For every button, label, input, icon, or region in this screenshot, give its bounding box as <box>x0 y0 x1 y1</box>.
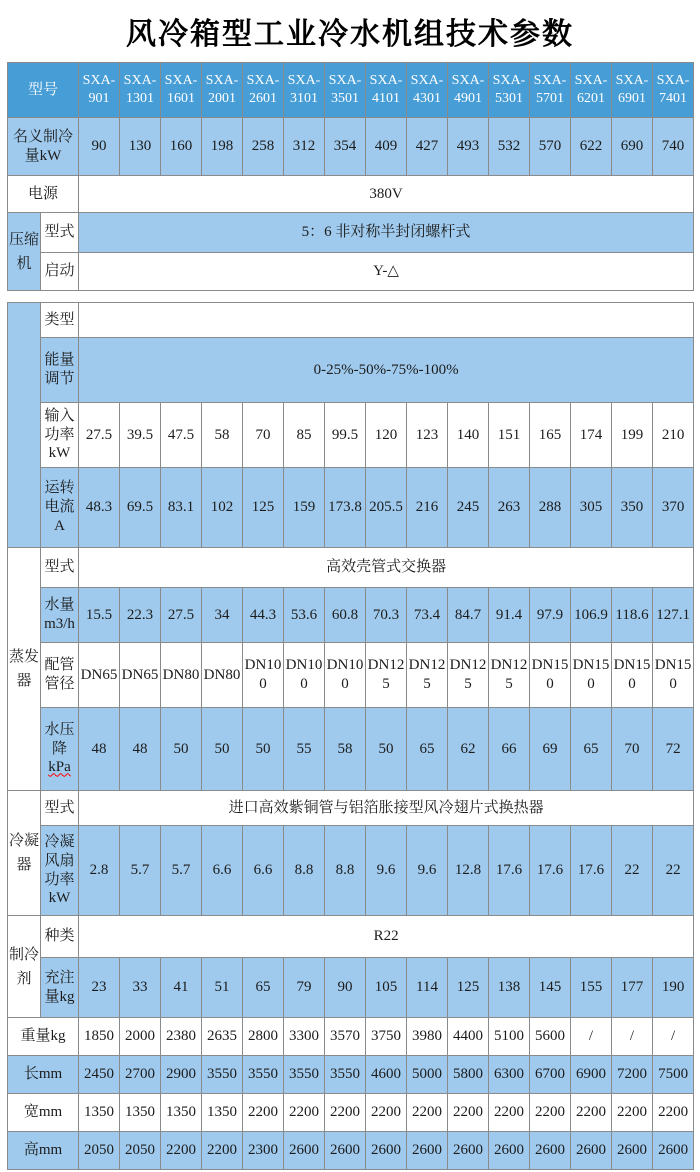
cell-water-flow-11: 97.9 <box>530 588 571 643</box>
cell-water-pressure-drop-12: 65 <box>571 708 612 791</box>
cell-water-pressure-drop-9: 62 <box>448 708 489 791</box>
cell-weight-12: / <box>571 1018 612 1056</box>
cell-running-current-0: 48.3 <box>79 468 120 548</box>
cell-water-pressure-drop-0: 48 <box>79 708 120 791</box>
cell-water-flow-7: 70.3 <box>366 588 407 643</box>
cell-fan-power-0: 2.8 <box>79 826 120 916</box>
cell-width-9: 2200 <box>448 1094 489 1132</box>
model-cell-8: SXA-4301 <box>407 63 448 118</box>
cell-length-13: 7200 <box>612 1056 653 1094</box>
cell-water-flow-12: 106.9 <box>571 588 612 643</box>
model-cell-6: SXA-3501 <box>325 63 366 118</box>
cell-weight-7: 3750 <box>366 1018 407 1056</box>
model-cell-9: SXA-4901 <box>448 63 489 118</box>
cell-width-6: 2200 <box>325 1094 366 1132</box>
cell-water-pressure-drop-4: 50 <box>243 708 284 791</box>
cell-running-current-3: 102 <box>202 468 243 548</box>
cell-water-flow-5: 53.6 <box>284 588 325 643</box>
cell-fan-power-13: 22 <box>612 826 653 916</box>
cell-height-14: 2600 <box>653 1132 694 1170</box>
model-cell-1: SXA-1301 <box>120 63 161 118</box>
cell-pipe-diameter-14: DN150 <box>653 643 694 708</box>
cell-refrigerant-charge-4: 65 <box>243 958 284 1018</box>
cell-water-pressure-drop-8: 65 <box>407 708 448 791</box>
cell-running-current-8: 216 <box>407 468 448 548</box>
value-energy-regulation: 0-25%-50%-75%-100% <box>79 338 694 403</box>
cell-fan-power-5: 8.8 <box>284 826 325 916</box>
cell-height-8: 2600 <box>407 1132 448 1170</box>
row-label-height: 高mm <box>8 1132 79 1170</box>
cell-length-7: 4600 <box>366 1056 407 1094</box>
cell-refrigerant-charge-2: 41 <box>161 958 202 1018</box>
cell-width-3: 1350 <box>202 1094 243 1132</box>
cell-cooling-capacity-1: 130 <box>120 118 161 176</box>
cell-cooling-capacity-13: 690 <box>612 118 653 176</box>
cell-refrigerant-charge-13: 177 <box>612 958 653 1018</box>
cell-weight-14: / <box>653 1018 694 1056</box>
cell-weight-3: 2635 <box>202 1018 243 1056</box>
cell-height-2: 2200 <box>161 1132 202 1170</box>
cell-pipe-diameter-10: DN125 <box>489 643 530 708</box>
row-label-fan-power: 冷凝风扇功率kW <box>41 826 79 916</box>
cell-fan-power-12: 17.6 <box>571 826 612 916</box>
cell-water-pressure-drop-7: 50 <box>366 708 407 791</box>
cell-width-10: 2200 <box>489 1094 530 1132</box>
cell-length-0: 2450 <box>79 1056 120 1094</box>
cell-pipe-diameter-3: DN80 <box>202 643 243 708</box>
cell-input-power-1: 39.5 <box>120 403 161 468</box>
cell-width-12: 2200 <box>571 1094 612 1132</box>
row-refrigerant-kind <box>8 916 694 958</box>
spec-table-main <box>7 302 694 1170</box>
cell-fan-power-7: 9.6 <box>366 826 407 916</box>
row-fan-power <box>8 826 694 916</box>
cell-pipe-diameter-11: DN150 <box>530 643 571 708</box>
cell-height-13: 2600 <box>612 1132 653 1170</box>
cell-water-flow-4: 44.3 <box>243 588 284 643</box>
cell-pipe-diameter-9: DN125 <box>448 643 489 708</box>
row-label-unit-water-pressure-drop: kPa <box>48 759 71 776</box>
cell-width-11: 2200 <box>530 1094 571 1132</box>
cell-running-current-12: 305 <box>571 468 612 548</box>
cell-input-power-12: 174 <box>571 403 612 468</box>
cell-length-8: 5000 <box>407 1056 448 1094</box>
cell-input-power-0: 27.5 <box>79 403 120 468</box>
cell-input-power-14: 210 <box>653 403 694 468</box>
cell-height-1: 2050 <box>120 1132 161 1170</box>
cell-length-10: 6300 <box>489 1056 530 1094</box>
group-label-condenser-type: 冷凝器 <box>8 791 41 916</box>
cell-height-12: 2600 <box>571 1132 612 1170</box>
cell-input-power-9: 140 <box>448 403 489 468</box>
cell-height-7: 2600 <box>366 1132 407 1170</box>
value-evaporator-type: 高效壳管式交换器 <box>79 548 694 588</box>
cell-pipe-diameter-7: DN125 <box>366 643 407 708</box>
model-cell-3: SXA-2001 <box>202 63 243 118</box>
cell-input-power-5: 85 <box>284 403 325 468</box>
cell-cooling-capacity-5: 312 <box>284 118 325 176</box>
cell-input-power-4: 70 <box>243 403 284 468</box>
cell-height-5: 2600 <box>284 1132 325 1170</box>
cell-input-power-10: 151 <box>489 403 530 468</box>
cell-width-7: 2200 <box>366 1094 407 1132</box>
cell-running-current-9: 245 <box>448 468 489 548</box>
cell-length-5: 3550 <box>284 1056 325 1094</box>
cell-running-current-5: 159 <box>284 468 325 548</box>
cell-water-flow-8: 73.4 <box>407 588 448 643</box>
row-weight <box>8 1018 694 1056</box>
cell-refrigerant-charge-12: 155 <box>571 958 612 1018</box>
cell-running-current-13: 350 <box>612 468 653 548</box>
cell-input-power-11: 165 <box>530 403 571 468</box>
cell-weight-9: 4400 <box>448 1018 489 1056</box>
model-cell-12: SXA-6201 <box>571 63 612 118</box>
cell-water-pressure-drop-13: 70 <box>612 708 653 791</box>
cell-cooling-capacity-2: 160 <box>161 118 202 176</box>
value-compressor-start: Y-△ <box>79 253 694 291</box>
value-refrigerant-kind: R22 <box>79 916 694 958</box>
row-width <box>8 1094 694 1132</box>
cell-weight-13: / <box>612 1018 653 1056</box>
cell-fan-power-1: 5.7 <box>120 826 161 916</box>
cell-water-flow-10: 91.4 <box>489 588 530 643</box>
cell-water-flow-1: 22.3 <box>120 588 161 643</box>
cell-water-flow-13: 118.6 <box>612 588 653 643</box>
cell-pipe-diameter-12: DN150 <box>571 643 612 708</box>
model-cell-0: SXA-901 <box>79 63 120 118</box>
cell-pipe-diameter-2: DN80 <box>161 643 202 708</box>
row-label-water-pressure-drop: 水压降kPa <box>41 708 79 791</box>
cell-length-12: 6900 <box>571 1056 612 1094</box>
row-label-refrigerant-kind: 种类 <box>41 916 79 958</box>
cell-length-1: 2700 <box>120 1056 161 1094</box>
row-type <box>8 303 694 338</box>
cell-pipe-diameter-13: DN150 <box>612 643 653 708</box>
cell-cooling-capacity-10: 532 <box>489 118 530 176</box>
value-type <box>79 303 694 338</box>
cell-water-flow-14: 127.1 <box>653 588 694 643</box>
cell-length-6: 3550 <box>325 1056 366 1094</box>
row-label-model: 型号 <box>8 63 79 118</box>
cell-input-power-6: 99.5 <box>325 403 366 468</box>
row-water-flow <box>8 588 694 643</box>
row-model <box>8 63 694 118</box>
cell-length-3: 3550 <box>202 1056 243 1094</box>
cell-pipe-diameter-1: DN65 <box>120 643 161 708</box>
cell-refrigerant-charge-5: 79 <box>284 958 325 1018</box>
cell-water-pressure-drop-11: 69 <box>530 708 571 791</box>
row-label-compressor-type: 型式 <box>41 213 79 253</box>
cell-input-power-13: 199 <box>612 403 653 468</box>
cell-refrigerant-charge-6: 90 <box>325 958 366 1018</box>
row-label-compressor-start: 启动 <box>41 253 79 291</box>
cell-water-pressure-drop-1: 48 <box>120 708 161 791</box>
row-label-type: 类型 <box>41 303 79 338</box>
cell-cooling-capacity-9: 493 <box>448 118 489 176</box>
row-evaporator-type <box>8 548 694 588</box>
row-compressor-start <box>8 253 694 291</box>
value-compressor-type: 5：6 非对称半封闭螺杆式 <box>79 213 694 253</box>
row-water-pressure-drop <box>8 708 694 791</box>
model-cell-4: SXA-2601 <box>243 63 284 118</box>
cell-height-11: 2600 <box>530 1132 571 1170</box>
cell-running-current-1: 69.5 <box>120 468 161 548</box>
row-label-evaporator-type: 型式 <box>41 548 79 588</box>
value-power-supply: 380V <box>79 176 694 213</box>
row-power-supply <box>8 176 694 213</box>
row-label-cooling-capacity: 名义制冷量kW <box>8 118 79 176</box>
cell-refrigerant-charge-3: 51 <box>202 958 243 1018</box>
row-label-energy-regulation: 能量调节 <box>41 338 79 403</box>
cell-height-3: 2200 <box>202 1132 243 1170</box>
row-label-pipe-diameter: 配管管径 <box>41 643 79 708</box>
cell-input-power-2: 47.5 <box>161 403 202 468</box>
cell-water-flow-9: 84.7 <box>448 588 489 643</box>
cell-input-power-7: 120 <box>366 403 407 468</box>
cell-water-pressure-drop-3: 50 <box>202 708 243 791</box>
cell-refrigerant-charge-11: 145 <box>530 958 571 1018</box>
cell-water-flow-3: 34 <box>202 588 243 643</box>
cell-weight-6: 3570 <box>325 1018 366 1056</box>
cell-pipe-diameter-0: DN65 <box>79 643 120 708</box>
row-label-water-flow: 水量m3/h <box>41 588 79 643</box>
cell-cooling-capacity-6: 354 <box>325 118 366 176</box>
row-label-running-current: 运转电流A <box>41 468 79 548</box>
cell-water-flow-6: 60.8 <box>325 588 366 643</box>
row-label-length: 长mm <box>8 1056 79 1094</box>
cell-fan-power-11: 17.6 <box>530 826 571 916</box>
cell-running-current-7: 205.5 <box>366 468 407 548</box>
row-condenser-type <box>8 791 694 826</box>
cell-running-current-11: 288 <box>530 468 571 548</box>
cell-refrigerant-charge-0: 23 <box>79 958 120 1018</box>
spec-table-top <box>7 62 694 291</box>
cell-fan-power-14: 22 <box>653 826 694 916</box>
row-input-power <box>8 403 694 468</box>
cell-fan-power-3: 6.6 <box>202 826 243 916</box>
row-length <box>8 1056 694 1094</box>
group-label-type <box>8 303 41 548</box>
tables-root <box>0 62 700 1170</box>
cell-length-4: 3550 <box>243 1056 284 1094</box>
cell-weight-1: 2000 <box>120 1018 161 1056</box>
cell-weight-5: 3300 <box>284 1018 325 1056</box>
cell-length-11: 6700 <box>530 1056 571 1094</box>
cell-width-1: 1350 <box>120 1094 161 1132</box>
cell-height-6: 2600 <box>325 1132 366 1170</box>
cell-running-current-14: 370 <box>653 468 694 548</box>
cell-cooling-capacity-12: 622 <box>571 118 612 176</box>
cell-height-0: 2050 <box>79 1132 120 1170</box>
cell-cooling-capacity-4: 258 <box>243 118 284 176</box>
cell-water-pressure-drop-10: 66 <box>489 708 530 791</box>
row-running-current <box>8 468 694 548</box>
cell-refrigerant-charge-10: 138 <box>489 958 530 1018</box>
cell-width-5: 2200 <box>284 1094 325 1132</box>
row-cooling-capacity <box>8 118 694 176</box>
cell-length-14: 7500 <box>653 1056 694 1094</box>
cell-cooling-capacity-3: 198 <box>202 118 243 176</box>
value-condenser-type: 进口高效紫铜管与铝箔胀接型风冷翅片式换热器 <box>79 791 694 826</box>
cell-weight-4: 2800 <box>243 1018 284 1056</box>
row-label-refrigerant-charge: 充注量kg <box>41 958 79 1018</box>
cell-cooling-capacity-14: 740 <box>653 118 694 176</box>
row-pipe-diameter <box>8 643 694 708</box>
cell-cooling-capacity-7: 409 <box>366 118 407 176</box>
cell-cooling-capacity-8: 427 <box>407 118 448 176</box>
cell-width-14: 2200 <box>653 1094 694 1132</box>
cell-fan-power-10: 17.6 <box>489 826 530 916</box>
cell-running-current-10: 263 <box>489 468 530 548</box>
cell-cooling-capacity-0: 90 <box>79 118 120 176</box>
cell-height-4: 2300 <box>243 1132 284 1170</box>
model-cell-10: SXA-5301 <box>489 63 530 118</box>
page-title: 风冷箱型工业冷水机组技术参数 <box>126 18 574 51</box>
model-cell-7: SXA-4101 <box>366 63 407 118</box>
cell-weight-11: 5600 <box>530 1018 571 1056</box>
row-label-condenser-type: 型式 <box>41 791 79 826</box>
cell-weight-10: 5100 <box>489 1018 530 1056</box>
group-label-refrigerant-kind: 制冷剂 <box>8 916 41 1018</box>
cell-weight-2: 2380 <box>161 1018 202 1056</box>
cell-fan-power-8: 9.6 <box>407 826 448 916</box>
model-cell-2: SXA-1601 <box>161 63 202 118</box>
cell-refrigerant-charge-14: 190 <box>653 958 694 1018</box>
row-height <box>8 1132 694 1170</box>
cell-input-power-8: 123 <box>407 403 448 468</box>
cell-weight-8: 3980 <box>407 1018 448 1056</box>
model-cell-5: SXA-3101 <box>284 63 325 118</box>
cell-fan-power-6: 8.8 <box>325 826 366 916</box>
model-cell-14: SXA-7401 <box>653 63 694 118</box>
row-refrigerant-charge <box>8 958 694 1018</box>
cell-fan-power-2: 5.7 <box>161 826 202 916</box>
cell-height-9: 2600 <box>448 1132 489 1170</box>
row-label-width: 宽mm <box>8 1094 79 1132</box>
cell-water-pressure-drop-5: 55 <box>284 708 325 791</box>
cell-pipe-diameter-5: DN100 <box>284 643 325 708</box>
cell-length-2: 2900 <box>161 1056 202 1094</box>
cell-width-4: 2200 <box>243 1094 284 1132</box>
cell-height-10: 2600 <box>489 1132 530 1170</box>
group-label-compressor-type: 压缩机 <box>8 213 41 291</box>
cell-pipe-diameter-6: DN100 <box>325 643 366 708</box>
group-label-evaporator-type: 蒸发器 <box>8 548 41 791</box>
cell-length-9: 5800 <box>448 1056 489 1094</box>
cell-width-2: 1350 <box>161 1094 202 1132</box>
cell-water-flow-2: 27.5 <box>161 588 202 643</box>
row-compressor-type <box>8 213 694 253</box>
cell-refrigerant-charge-8: 114 <box>407 958 448 1018</box>
cell-refrigerant-charge-1: 33 <box>120 958 161 1018</box>
cell-fan-power-4: 6.6 <box>243 826 284 916</box>
row-label-input-power: 输入功率kW <box>41 403 79 468</box>
cell-refrigerant-charge-7: 105 <box>366 958 407 1018</box>
cell-running-current-4: 125 <box>243 468 284 548</box>
cell-weight-0: 1850 <box>79 1018 120 1056</box>
row-label-weight: 重量kg <box>8 1018 79 1056</box>
cell-cooling-capacity-11: 570 <box>530 118 571 176</box>
cell-fan-power-9: 12.8 <box>448 826 489 916</box>
cell-width-8: 2200 <box>407 1094 448 1132</box>
cell-water-flow-0: 15.5 <box>79 588 120 643</box>
cell-pipe-diameter-4: DN100 <box>243 643 284 708</box>
model-cell-11: SXA-5701 <box>530 63 571 118</box>
cell-water-pressure-drop-14: 72 <box>653 708 694 791</box>
cell-refrigerant-charge-9: 125 <box>448 958 489 1018</box>
row-label-power-supply: 电源 <box>8 176 79 213</box>
cell-running-current-6: 173.8 <box>325 468 366 548</box>
model-cell-13: SXA-6901 <box>612 63 653 118</box>
cell-water-pressure-drop-6: 58 <box>325 708 366 791</box>
cell-running-current-2: 83.1 <box>161 468 202 548</box>
cell-width-0: 1350 <box>79 1094 120 1132</box>
cell-width-13: 2200 <box>612 1094 653 1132</box>
cell-water-pressure-drop-2: 50 <box>161 708 202 791</box>
cell-input-power-3: 58 <box>202 403 243 468</box>
row-energy-regulation <box>8 338 694 403</box>
cell-pipe-diameter-8: DN125 <box>407 643 448 708</box>
